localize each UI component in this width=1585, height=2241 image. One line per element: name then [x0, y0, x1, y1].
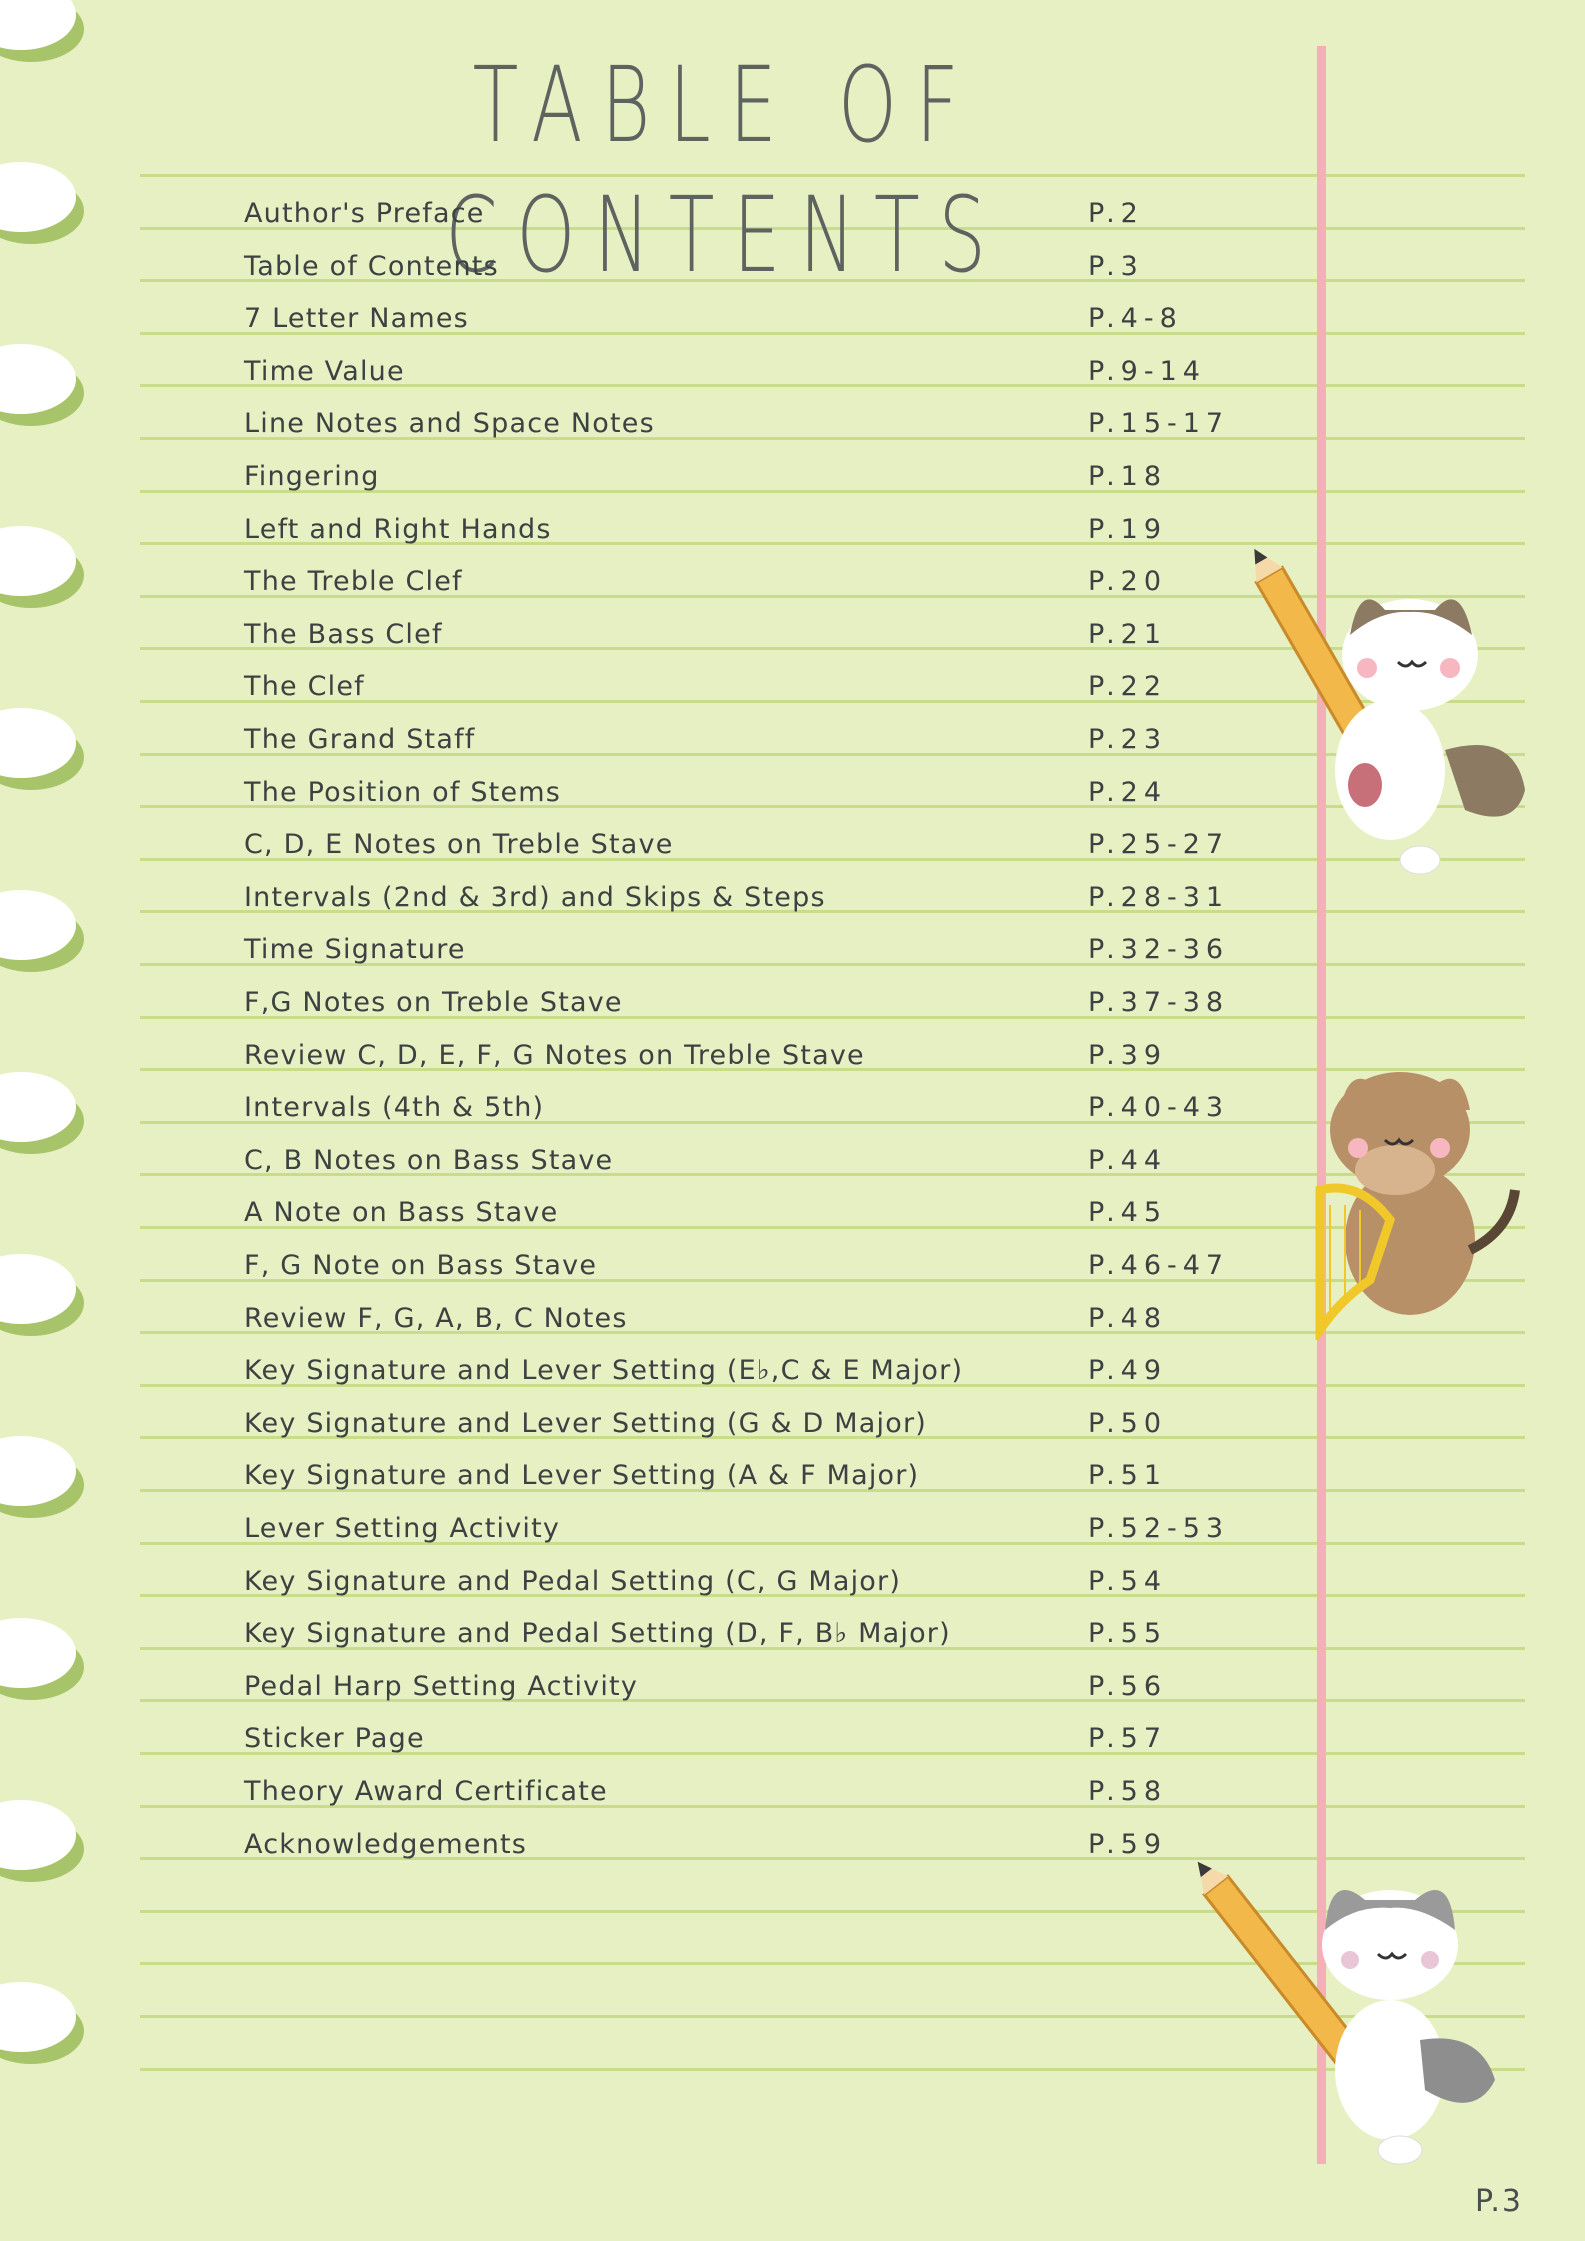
- binder-hole: [0, 0, 76, 50]
- toc-entry: [0, 1303, 1300, 1343]
- toc-entry-title: Sticker Page: [244, 1723, 425, 1755]
- toc-entry: [0, 1566, 1300, 1606]
- toc-entry: [0, 1671, 1300, 1711]
- toc-entry-page: P.23: [1088, 724, 1168, 755]
- toc-entry-page: P.44: [1088, 1144, 1168, 1176]
- toc-entry: [0, 514, 1300, 554]
- toc-entry-title: Line Notes and Space Notes: [244, 408, 655, 440]
- toc-entry: [0, 1040, 1300, 1080]
- toc-entry-page: P.56: [1088, 1670, 1168, 1702]
- toc-entry-page: P.22: [1088, 671, 1168, 703]
- toc-entry: [0, 1092, 1300, 1132]
- page-number: P.3: [1474, 2184, 1523, 2219]
- cat-with-pencil-gray-icon: [1180, 1850, 1520, 2170]
- toc-entry-page: P.48: [1088, 1302, 1168, 1334]
- toc-entry-title: Key Signature and Lever Setting (G & D Major): [244, 1407, 928, 1439]
- toc-entry: [0, 408, 1300, 448]
- toc-entry-page: P.52-53: [1088, 1513, 1230, 1544]
- toc-entry-title: Pedal Harp Setting Activity: [244, 1670, 638, 1702]
- toc-entry-title: Review C, D, E, F, G Notes on Treble Stave: [244, 1039, 865, 1071]
- toc-entry: [0, 777, 1300, 817]
- toc-entry-page: P.59: [1088, 1828, 1168, 1860]
- toc-entry: [0, 619, 1300, 659]
- toc-entry: [0, 1829, 1300, 1869]
- toc-entry-page: P.19: [1088, 513, 1168, 545]
- toc-entry-title: Key Signature and Lever Setting (A & F Major): [244, 1460, 920, 1492]
- toc-entry-page: P.54: [1088, 1565, 1168, 1597]
- toc-entry-page: P.2: [1088, 198, 1144, 229]
- toc-entry: [0, 1408, 1300, 1448]
- toc-entry-page: P.49: [1088, 1355, 1168, 1387]
- toc-entry: [0, 1460, 1300, 1500]
- toc-entry-page: P.15-17: [1088, 408, 1230, 440]
- toc-entry-title: Theory Award Certificate: [244, 1776, 608, 1807]
- toc-entry-page: P.50: [1088, 1407, 1168, 1439]
- toc-entry-title: Table of Contents: [244, 250, 499, 282]
- toc-entry: [0, 671, 1300, 711]
- toc-entry-page: P.28-31: [1088, 881, 1230, 913]
- toc-entry-page: P.18: [1088, 461, 1168, 492]
- toc-entry-title: The Bass Clef: [244, 618, 443, 650]
- toc-entry-title: Review F, G, A, B, C Notes: [244, 1302, 628, 1334]
- toc-entry-title: The Grand Staff: [244, 724, 476, 755]
- toc-entry-page: P.45: [1088, 1197, 1168, 1229]
- toc-entry-title: 7 Letter Names: [244, 303, 469, 335]
- cat-with-pencil-icon: [1210, 540, 1540, 890]
- toc-entry-page: P.20: [1088, 566, 1168, 598]
- toc-entry-page: P.25-27: [1088, 829, 1230, 861]
- toc-entry: [0, 1145, 1300, 1185]
- toc-entry: [0, 882, 1300, 922]
- toc-entry-title: Author's Preface: [244, 198, 485, 229]
- toc-entry-title: Time Signature: [244, 934, 466, 966]
- toc-entry-title: C, D, E Notes on Treble Stave: [244, 829, 674, 861]
- toc-entry: [0, 356, 1300, 396]
- toc-entry: [0, 987, 1300, 1027]
- toc-entry-page: P.9-14: [1088, 355, 1206, 387]
- toc-entry-page: P.39: [1088, 1039, 1168, 1071]
- toc-entry: [0, 1776, 1300, 1816]
- toc-entry-page: P.55: [1088, 1618, 1168, 1650]
- toc-entry-title: Key Signature and Pedal Setting (D, F, B♭ Major): [244, 1618, 951, 1650]
- toc-entry-title: The Position of Stems: [244, 776, 562, 808]
- cat-with-harp-icon: [1300, 1060, 1520, 1340]
- toc-entry-page: P.46-47: [1088, 1250, 1230, 1281]
- toc-entry-title: Time Value: [244, 355, 405, 387]
- toc-entry: [0, 461, 1300, 501]
- toc-entry-title: F, G Note on Bass Stave: [244, 1250, 598, 1281]
- toc-entry: [0, 566, 1300, 606]
- binder-hole: [0, 1982, 76, 2052]
- toc-entry-title: Left and Right Hands: [244, 513, 552, 545]
- toc-entry-page: P.4-8: [1088, 303, 1183, 335]
- toc-entry-title: F,G Notes on Treble Stave: [244, 987, 623, 1018]
- toc-entry-page: P.57: [1088, 1723, 1168, 1755]
- toc-entry: [0, 1197, 1300, 1237]
- toc-entry-page: P.51: [1088, 1460, 1168, 1492]
- toc-entry: [0, 1250, 1300, 1290]
- toc-entry-page: P.37-38: [1088, 987, 1230, 1018]
- toc-entry-title: Intervals (2nd & 3rd) and Skips & Steps: [244, 881, 826, 913]
- toc-entry: [0, 934, 1300, 974]
- toc-entry-title: C, B Notes on Bass Stave: [244, 1144, 614, 1176]
- toc-entry-page: P.3: [1088, 250, 1144, 282]
- toc-entry-page: P.21: [1088, 618, 1168, 650]
- toc-entry-title: The Clef: [244, 671, 365, 703]
- toc-entry: [0, 724, 1300, 764]
- toc-entry: [0, 198, 1300, 238]
- toc-entry-title: Acknowledgements: [244, 1828, 528, 1860]
- toc-entry: [0, 1723, 1300, 1763]
- toc-entry-page: P.40-43: [1088, 1092, 1230, 1124]
- toc-entry-title: Fingering: [244, 461, 380, 492]
- toc-entry-page: P.24: [1088, 776, 1168, 808]
- toc-entry: [0, 1355, 1300, 1395]
- toc-entry-title: Intervals (4th & 5th): [244, 1092, 545, 1124]
- page-title: TABLE OF CONTENTS: [445, 44, 1005, 296]
- toc-entry: [0, 829, 1300, 869]
- toc-entry: [0, 251, 1300, 291]
- toc-entry-title: Lever Setting Activity: [244, 1513, 561, 1544]
- toc-entry-title: A Note on Bass Stave: [244, 1197, 559, 1229]
- toc-entry-title: The Treble Clef: [244, 566, 463, 598]
- toc-entry-title: Key Signature and Pedal Setting (C, G Major): [244, 1565, 902, 1597]
- toc-entry: [0, 1618, 1300, 1658]
- toc-entry: [0, 1513, 1300, 1553]
- toc-entry-page: P.32-36: [1088, 934, 1230, 966]
- toc-entry-title: Key Signature and Lever Setting (E♭,C & E Major): [244, 1355, 964, 1387]
- toc-entry-page: P.58: [1088, 1776, 1168, 1807]
- toc-entry: [0, 303, 1300, 343]
